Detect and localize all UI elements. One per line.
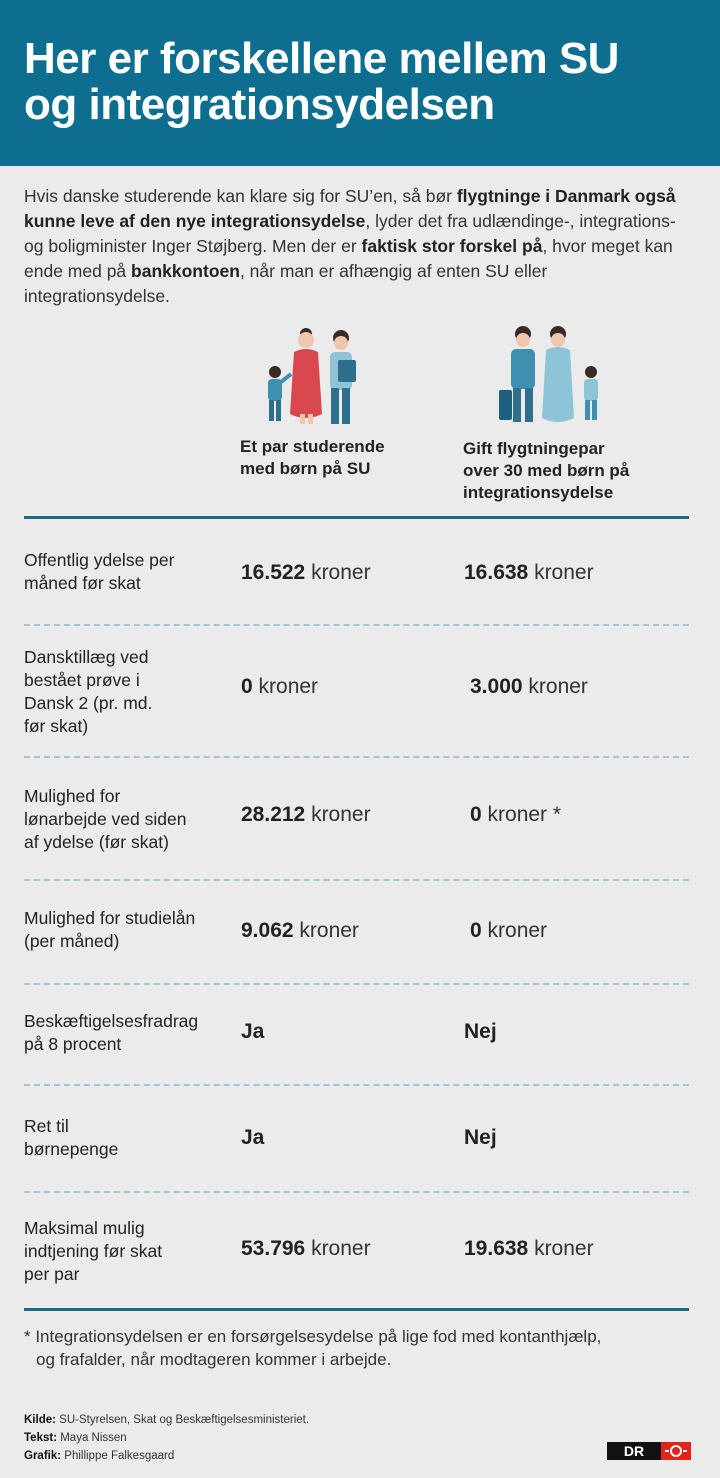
value-number: 28.212 [241,803,306,826]
column-header-students-line-2: med børn på SU [240,459,371,478]
row-value-refugees [470,918,547,944]
intro-bold-1: flygtninge i Danmark også kunne leve af den nye integrationsydelse [24,186,676,231]
value-unit: kroner [252,675,319,698]
credit-text-label: Tekst: [24,1432,58,1444]
row-label-max-earnings [24,1217,214,1286]
row-label-line: før skat) [24,716,89,736]
column-header-students-line-1: Et par studerende [240,437,385,456]
row-value-students [241,918,359,944]
row-value-refugees [464,1236,594,1262]
row-label-line: lønarbejde ved siden [24,809,187,829]
credit-text [24,1429,309,1447]
value-number: Ja [241,1126,265,1149]
value-number: 0 [470,803,482,826]
row-divider [24,879,689,881]
credits [24,1411,309,1465]
value-unit: kroner [305,1237,371,1260]
refugee-family-icon [496,322,608,430]
row-label-line: bestået prøve i [24,670,140,690]
row-value-students [241,1125,264,1151]
value-number: 16.638 [464,561,529,584]
row-divider [24,1191,689,1193]
row-value-students [241,560,371,586]
row-label-line: måned før skat [24,573,141,593]
value-number: 3.000 [470,675,523,698]
row-value-refugees [464,1019,497,1045]
row-value-refugees [464,560,594,586]
row-value-refugees [464,1125,497,1151]
row-value-students [241,1236,371,1262]
row-label-line: Mulighed for studielån [24,908,196,928]
table-top-rule [24,516,689,519]
row-label-student-loan [24,907,214,953]
row-label-line: på 8 procent [24,1034,122,1054]
value-unit: kroner [481,919,548,942]
row-label-line: Offentlig ydelse per [24,550,175,570]
row-label-line: indtjening før skat [24,1241,163,1261]
intro-paragraph [24,184,696,309]
row-value-refugees [470,802,561,828]
row-divider [24,756,689,758]
row-label-line: per par [24,1264,80,1284]
column-header-refugees-line-2: over 30 med børn på [463,461,630,480]
value-number: Ja [241,1020,265,1043]
value-number: 53.796 [241,1237,306,1260]
intro-text-2: , lyder det fra udlændinge-, integrations- og boligminister Inger Støjberg. Men der er [24,211,676,256]
table-bottom-rule [24,1308,689,1311]
row-label-line: (per måned) [24,931,120,951]
row-divider [24,624,689,626]
credit-source-label: Kilde: [24,1414,56,1426]
column-header-refugees [463,438,629,504]
row-label-line: Beskæftigelsesfradrag [24,1011,199,1031]
value-number: 19.638 [464,1237,529,1260]
intro-bold-3: bankkontoen [131,261,240,281]
title-line-1: Her er forskellene mellem SU [24,34,619,83]
page-title [24,36,704,128]
row-value-students [241,802,371,828]
row-divider [24,1084,689,1086]
credit-graphic-label: Grafik: [24,1450,62,1462]
value-number: 9.062 [241,919,294,942]
value-number: 16.522 [241,561,306,584]
value-unit: kroner * [481,803,562,826]
row-label-public-benefit [24,549,214,595]
row-value-students [241,1019,264,1045]
footnote [24,1325,696,1371]
dr-logo [607,1442,691,1460]
intro-text-4: , når man er afhængig af enten SU eller integrationsydelse. [24,261,548,306]
dr-logo-text: DR [623,1443,645,1459]
row-label-line: Dansk 2 (pr. md. [24,693,153,713]
value-unit: kroner [528,561,594,584]
student-family-icon [258,322,368,430]
column-header-refugees-line-1: Gift flygtningepar [463,439,605,458]
row-label-line: Maksimal mulig [24,1218,145,1238]
credit-graphic [24,1447,309,1465]
value-unit: kroner [528,1237,594,1260]
footnote-line-1: * Integrationsydelsen er en forsørgelsesydelse på lige fod med kontanthjælp, [24,1327,602,1346]
row-label-danish-supplement [24,646,214,738]
intro-text-1: Hvis danske studerende kan klare sig for SU’en, så bør [24,186,457,206]
header-banner [0,0,720,166]
value-unit: kroner [305,803,371,826]
value-number: 0 [470,919,482,942]
credit-text-author: Maya Nissen [57,1432,127,1444]
intro-bold-2: faktisk stor forskel på [361,236,543,256]
credit-source [24,1411,309,1429]
row-divider [24,983,689,985]
row-label-line: Mulighed for [24,786,121,806]
value-number: 0 [241,675,253,698]
row-label-line: af ydelse (før skat) [24,832,169,852]
title-line-2: og integrationsydelsen [24,80,495,129]
row-label-employment-deduction [24,1010,214,1056]
row-value-students [241,674,318,700]
value-unit: kroner [293,919,359,942]
value-number: Nej [464,1126,497,1149]
value-unit: kroner [305,561,371,584]
column-header-refugees-line-3: integrationsydelse [463,483,614,502]
row-label-child-benefit [24,1115,214,1161]
footnote-line-2: og frafalder, når modtageren kommer i arbejde. [36,1350,392,1369]
credit-source-text: SU-Styrelsen, Skat og Beskæftigelsesministeriet. [55,1414,310,1426]
row-label-line: Ret til [24,1116,69,1136]
value-unit: kroner [522,675,588,698]
column-header-students [240,436,385,480]
value-number: Nej [464,1020,497,1043]
row-label-line: børnepenge [24,1139,119,1159]
row-value-refugees [470,674,588,700]
credit-graphic-author: Phillippe Falkesgaard [61,1450,175,1462]
row-label-line: Dansktillæg ved [24,647,149,667]
intro-text-3: , hvor meget kan ende med på [24,236,673,281]
row-label-wage-work [24,785,214,854]
